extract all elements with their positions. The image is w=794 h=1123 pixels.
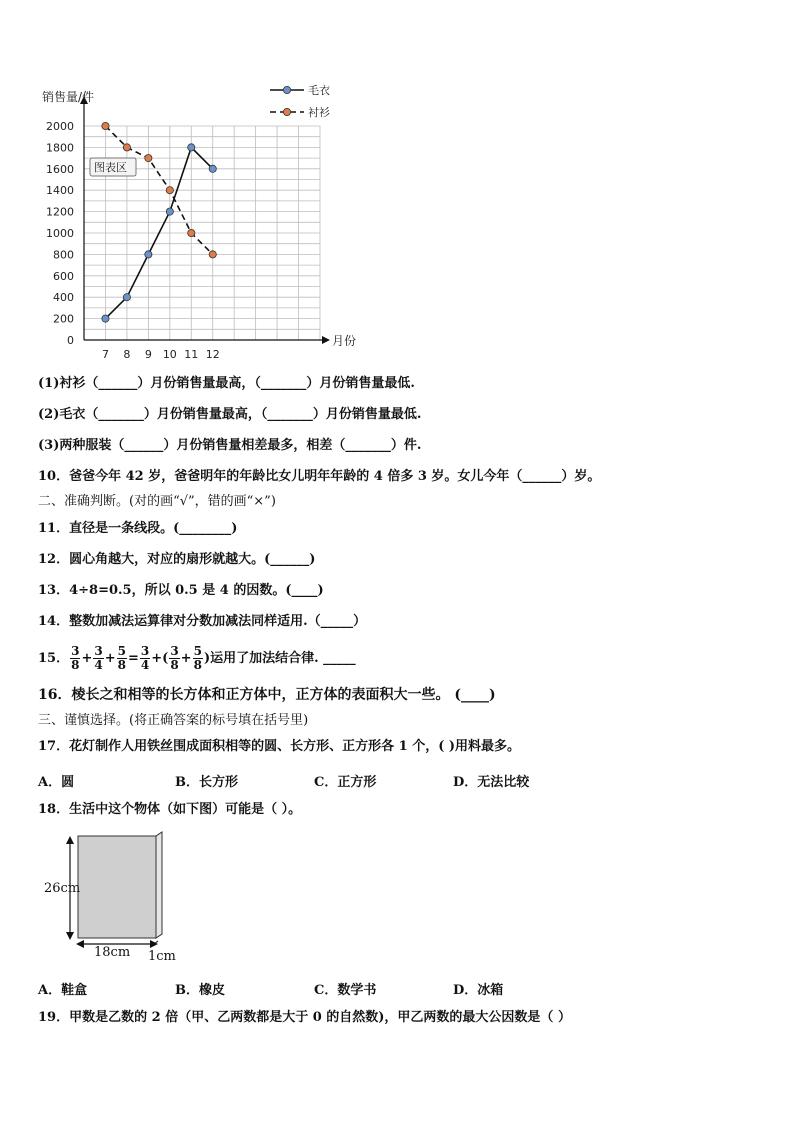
y-tick-label: 1200 — [46, 205, 74, 219]
book-figure — [40, 828, 190, 964]
question-12: 12．圆心角越大，对应的扇形就越大。(______) — [38, 552, 316, 567]
y-tick-label: 1000 — [46, 227, 74, 240]
chart-legend — [270, 84, 330, 119]
q18-option-d[interactable]: D．冰箱 — [453, 983, 504, 998]
q17-option-d[interactable]: D．无法比较 — [453, 775, 530, 790]
question-9-part3: (3)两种服装（______）月份销售量相差最多，相差（_______）件. — [38, 438, 422, 453]
data-point — [145, 155, 152, 162]
y-tick-label: 600 — [53, 269, 74, 283]
data-point — [102, 122, 109, 129]
y-tick-label: 1400 — [46, 184, 74, 198]
width-label: 18cm — [94, 945, 131, 960]
legend-label: 衬衫 — [308, 106, 330, 119]
x-tick-label: 12 — [205, 348, 220, 361]
fraction: $\frac{3}{8}$ — [170, 644, 179, 672]
x-tick-label: 10 — [162, 348, 177, 361]
q18-option-a[interactable]: A．鞋盒 — [38, 983, 88, 998]
data-point — [209, 251, 216, 258]
q17-option-a[interactable]: A．圆 — [38, 775, 75, 790]
y-tick-labels — [46, 120, 74, 347]
data-point — [166, 187, 173, 194]
book-front — [78, 836, 156, 938]
question-17: 17．花灯制作人用铁丝围成面积相等的圆、长方形、正方形各 1 个，( )用料最多。 — [38, 739, 521, 754]
data-point — [188, 144, 195, 151]
y-tick-label: 2000 — [46, 120, 74, 133]
x-axis-arrow — [322, 336, 330, 344]
book-spine — [156, 832, 162, 938]
q18-option-b[interactable]: B．橡皮 — [175, 983, 225, 998]
x-tick-label: 7 — [101, 348, 109, 361]
data-point — [209, 165, 216, 172]
chart-area-label: 图表区 — [94, 161, 127, 174]
section-3-heading: 三、谨慎选择。(将正确答案的标号填在括号里) — [38, 713, 309, 728]
question-15: 15． $\frac{3}{8}$ + $\frac{3}{4}$ + $\frac{5}{8}$ = $\frac{3}{4}$ +( $\frac{3}{8}$ + $\frac{5}{8}$ )运用了加法结合律. _____ — [38, 644, 356, 672]
question-10: 10．爸爸今年 42 岁，爸爸明年的年龄比女儿明年年龄的 4 倍多 3 岁。女儿今年（______）岁。 — [38, 469, 601, 484]
sales-line-chart — [30, 78, 370, 368]
fraction: $\frac{5}{8}$ — [193, 644, 202, 672]
chart-area-tooltip — [90, 158, 136, 176]
legend-label: 毛衣 — [308, 84, 330, 97]
y-tick-label: 1600 — [46, 162, 74, 176]
depth-label: 1cm — [148, 949, 176, 964]
y-axis-label: 销售量/件 — [42, 90, 95, 104]
y-tick-label: 1800 — [46, 141, 74, 155]
data-point — [166, 208, 173, 215]
y-tick-label: 0 — [67, 334, 74, 347]
fraction: $\frac{3}{4}$ — [94, 644, 103, 672]
y-tick-label: 800 — [53, 248, 74, 262]
question-16: 16．棱长之和相等的长方体和正方体中，正方体的表面积大一些。 (____) — [38, 687, 496, 703]
question-9-part2: (2)毛衣（_______）月份销售量最高，（_______）月份销售量最低. — [38, 407, 422, 422]
data-point — [188, 229, 195, 236]
height-label: 26cm — [44, 881, 81, 896]
data-point — [102, 315, 109, 322]
y-tick-label: 400 — [53, 291, 74, 305]
q17-option-c[interactable]: C．正方形 — [314, 775, 377, 790]
x-axis-label: 月份 — [332, 334, 357, 348]
question-18: 18．生活中这个物体（如下图）可能是（ ）。 — [38, 802, 302, 817]
q18-option-c[interactable]: C．数学书 — [314, 983, 377, 998]
q17-option-b[interactable]: B．长方形 — [175, 775, 238, 790]
fraction: $\frac{3}{8}$ — [71, 644, 80, 672]
legend-marker — [283, 86, 290, 93]
q15-number: 15． — [38, 651, 70, 666]
question-14: 14．整数加减法运算律对分数加减法同样适用.（_____） — [38, 614, 367, 629]
data-point — [145, 251, 152, 258]
x-tick-label: 11 — [184, 348, 199, 361]
q15-tail: 运用了加法结合律. _____ — [210, 651, 356, 666]
x-tick-label: 9 — [144, 348, 152, 361]
y-tick-label: 200 — [53, 312, 74, 326]
question-9-part1: (1)衬衫（______）月份销售量最高，（_______）月份销售量最低. — [38, 376, 415, 391]
x-tick-label: 8 — [123, 348, 131, 361]
question-19: 19．甲数是乙数的 2 倍（甲、乙两数都是大于 0 的自然数)，甲乙两数的最大公因数是（ ） — [38, 1010, 571, 1025]
legend-marker — [283, 108, 290, 115]
section-2-heading: 二、准确判断。(对的画“√”，错的画“×”) — [38, 494, 276, 509]
data-point — [123, 294, 130, 301]
fraction: $\frac{5}{8}$ — [117, 644, 126, 672]
fraction: $\frac{3}{4}$ — [140, 644, 150, 672]
x-tick-labels — [102, 348, 220, 361]
data-point — [123, 144, 130, 151]
question-11: 11．直径是一条线段。(________) — [38, 521, 238, 536]
question-13: 13．4÷8=0.5，所以 0.5 是 4 的因数。(____) — [38, 583, 324, 598]
